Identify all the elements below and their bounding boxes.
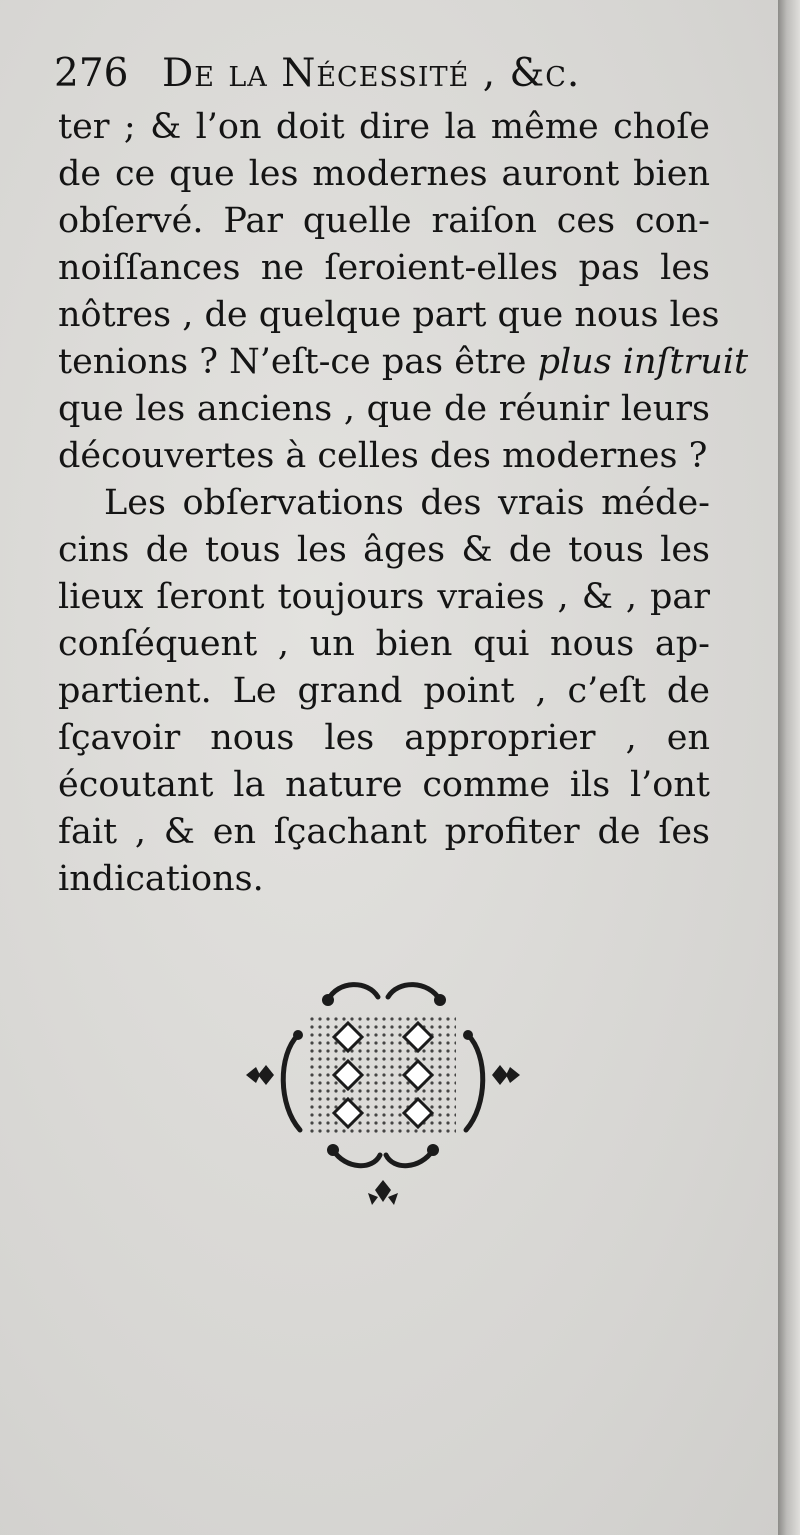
page-header xyxy=(54,46,744,102)
text-segment: tenions ? N’eſt-ce pas être xyxy=(58,342,538,382)
text-line: cins de tous les âges & de tous les xyxy=(58,530,710,570)
text-line: que les anciens , que de réunir leurs xyxy=(58,389,710,429)
text-line: lieux ſeront toujours vraies , & , par xyxy=(58,577,710,617)
text-line: écoutant la nature comme ils l’ont xyxy=(58,765,710,805)
text-line: nôtres , de quelque part que nous les xyxy=(58,295,720,335)
text-line: noiſſances ne ſeroient-elles pas les xyxy=(58,248,710,288)
text-line: partient. Le grand point , c’eſt de xyxy=(58,671,710,711)
page-gutter xyxy=(778,0,800,1535)
text-line: conſéquent , un bien qui nous ap- xyxy=(58,624,710,664)
text-line: ter ; & l’on doit dire la même choſe xyxy=(58,107,710,147)
fleuron-tailpiece-icon xyxy=(228,975,538,1225)
text-line: de ce que les modernes auront bien xyxy=(58,154,710,194)
running-title: De la Nécessité , &c. xyxy=(162,51,581,96)
text-line: obſervé. Par quelle raiſon ces con- xyxy=(58,201,710,241)
italic-phrase: plus inſtruit xyxy=(537,342,749,382)
paragraph-first-line: Les obſervations des vrais méde- xyxy=(104,483,710,523)
text-line: indications. xyxy=(58,859,264,899)
text-line: fait , & en ſçachant profiter de ſes xyxy=(58,812,710,852)
text-line: ſçavoir nous les approprier , en xyxy=(58,718,710,758)
text-line: découvertes à celles des modernes ? xyxy=(58,436,708,476)
text-line xyxy=(58,339,749,385)
page-number: 276 xyxy=(54,51,129,96)
